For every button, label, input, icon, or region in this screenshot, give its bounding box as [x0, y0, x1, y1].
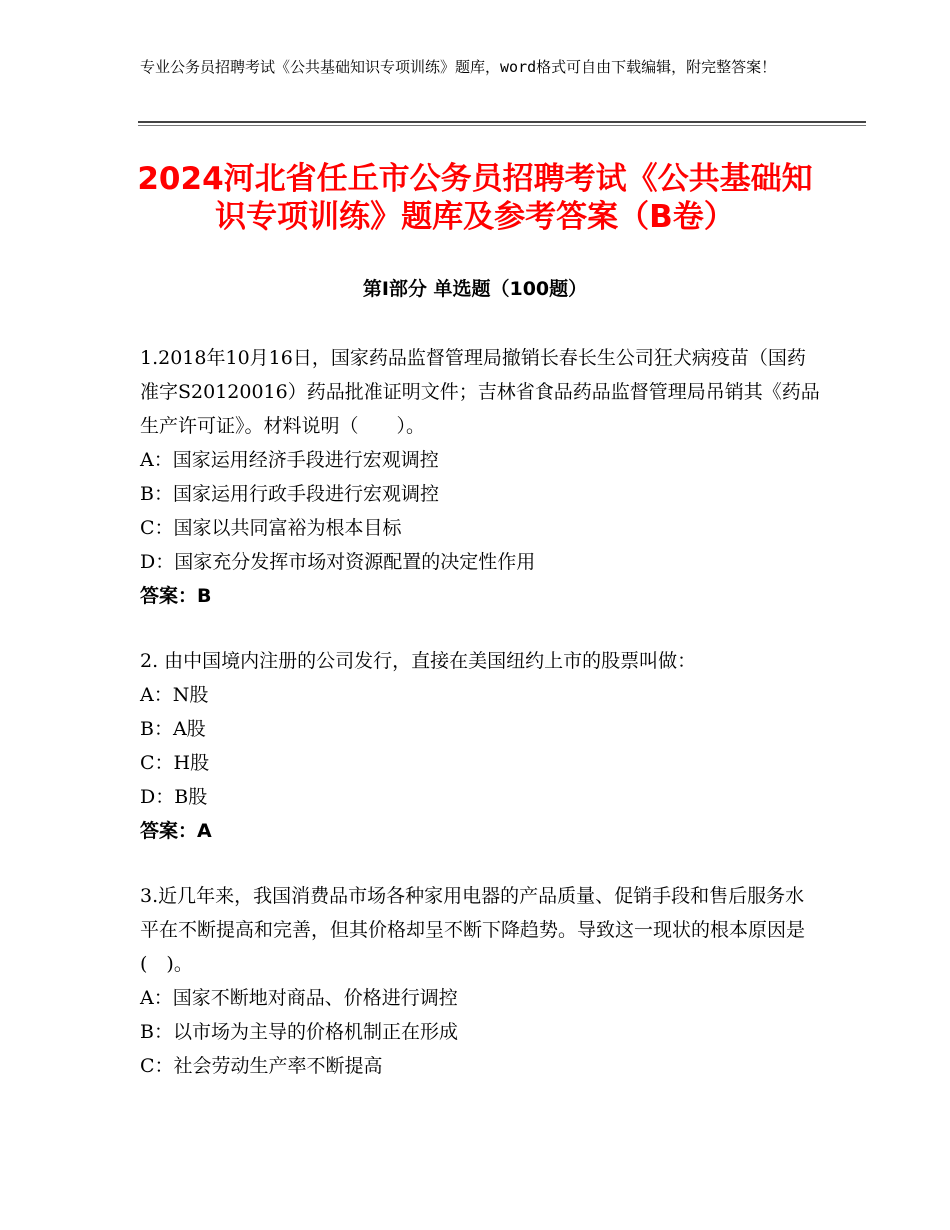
- option-c: C：社会劳动生产率不断提高: [140, 1055, 383, 1077]
- question-stem: 2. 由中国境内注册的公司发行，直接在美国纽约上市的股票叫做：: [140, 650, 697, 672]
- question-stem: 1.2018年10月16日，国家药品监督管理局撤销长春长生公司狂犬病疫苗（国药准字S20120016）药品批准证明文件；吉林省食品药品监督管理局吊销其《药品生产许可证》。材料说明（ ）。: [140, 347, 820, 437]
- option-c: C：国家以共同富裕为根本目标: [140, 517, 402, 539]
- header-divider-thin: [138, 125, 866, 126]
- option-a: A：N股: [140, 684, 209, 706]
- option-b: B：A股: [140, 718, 206, 740]
- answer: 答案：A: [140, 820, 212, 842]
- document-title: 2024河北省任丘市公务员招聘考试《公共基础知识专项训练》题库及参考答案（B卷）: [137, 161, 813, 235]
- option-d: D：B股: [140, 786, 208, 808]
- section-title: 第I部分 单选题（100题）: [362, 278, 588, 300]
- answer: 答案：B: [140, 585, 212, 607]
- option-d: D：国家充分发挥市场对资源配置的决定性作用: [140, 551, 536, 573]
- question-1: [140, 341, 820, 613]
- header-note: 专业公务员招聘考试《公共基础知识专项训练》题库，word格式可自由下载编辑，附完整答案！: [140, 58, 777, 76]
- option-a: A：国家运用经济手段进行宏观调控: [140, 449, 439, 471]
- option-b: B：以市场为主导的价格机制正在形成: [140, 1021, 458, 1043]
- question-list: [140, 341, 820, 1114]
- header-divider-thick: [138, 121, 866, 123]
- question-stem: 3.近几年来，我国消费品市场各种家用电器的产品质量、促销手段和售后服务水平在不断提高和完善，但其价格却呈不断下降趋势。导致这一现状的根本原因是( )。: [140, 885, 806, 975]
- option-c: C：H股: [140, 752, 210, 774]
- question-3: [140, 879, 820, 1083]
- option-b: B：国家运用行政手段进行宏观调控: [140, 483, 439, 505]
- question-2: [140, 644, 820, 848]
- option-a: A：国家不断地对商品、价格进行调控: [140, 987, 458, 1009]
